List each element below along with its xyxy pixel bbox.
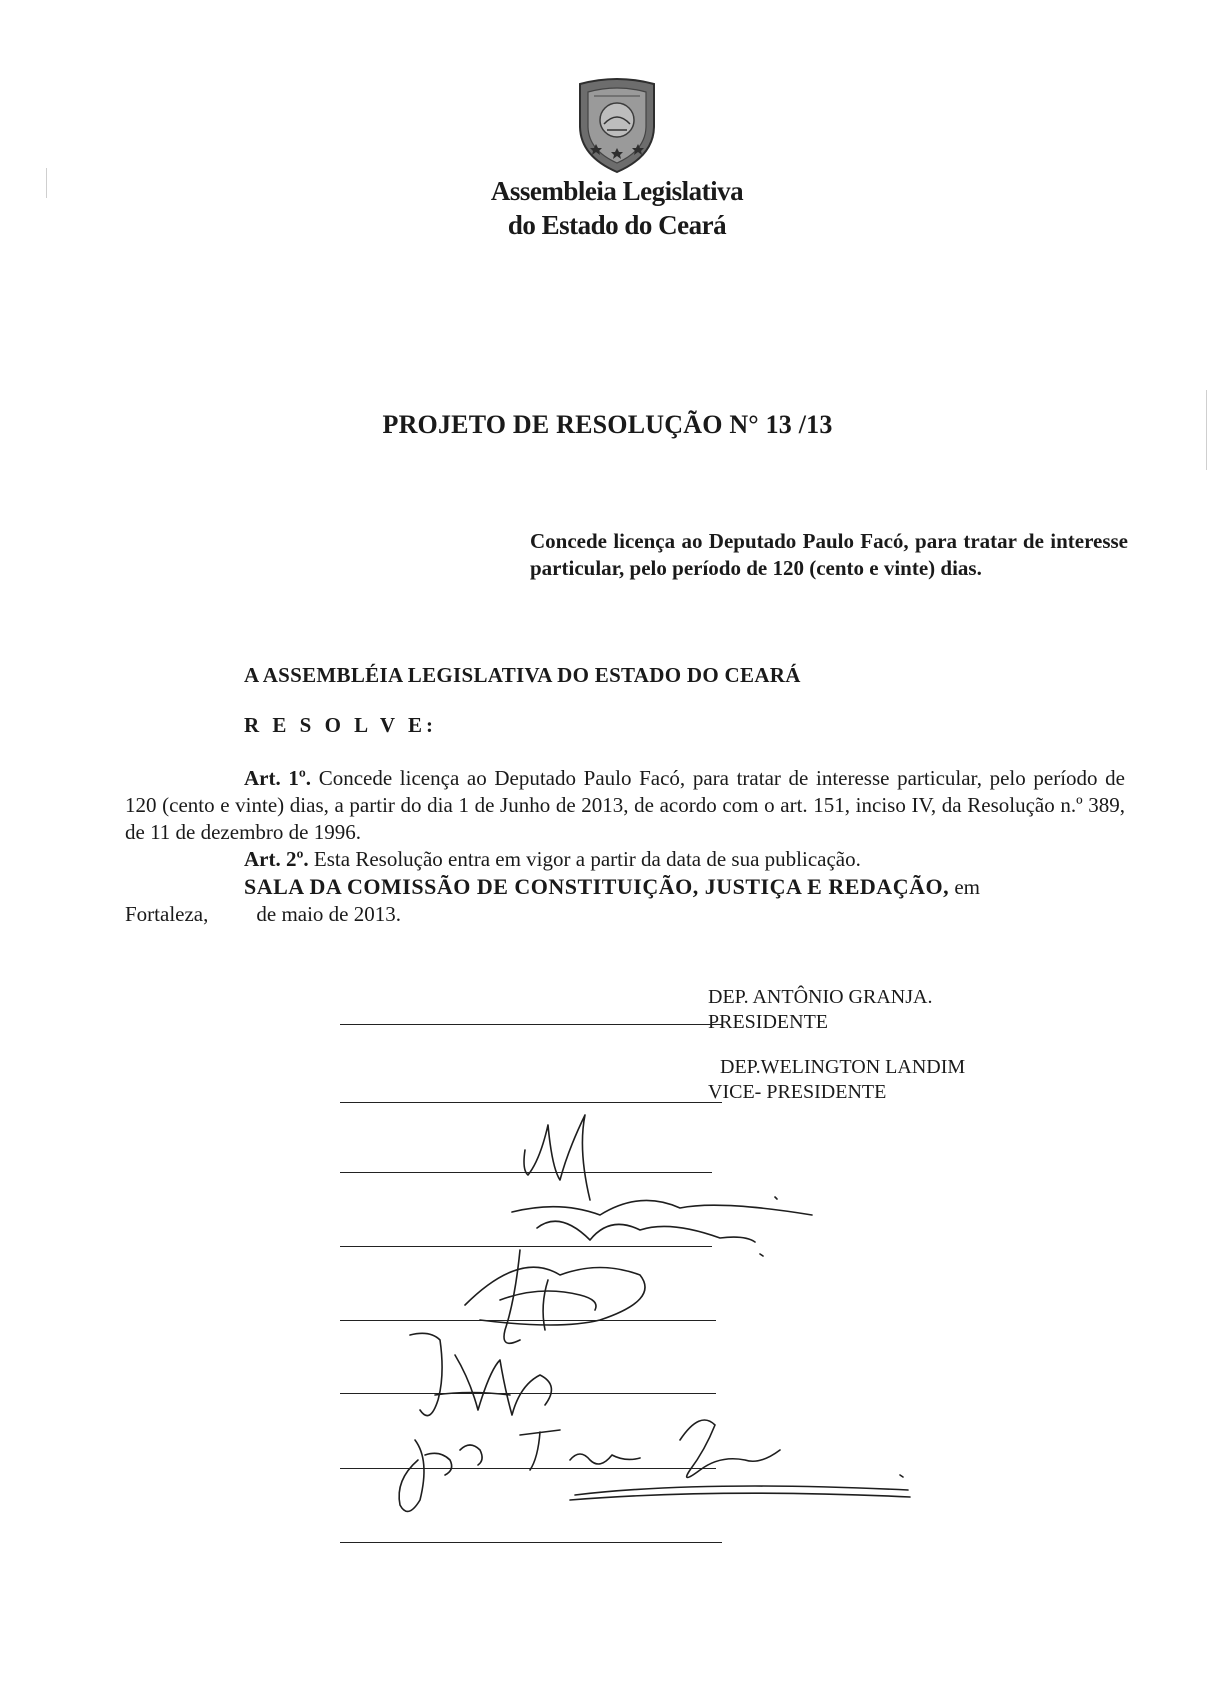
signatory-1-role: PRESIDENTE (708, 1011, 828, 1033)
article-1-text: Concede licença ao Deputado Paulo Facó, para tratar de interesse particular, pelo período de 120 (cento e vinte) dias, a partir do dia 1 de Junho de 2013, de acordo com o art. 151, inciso IV, da Resolução n.º 389, de 11 de dezembro de 1996. (125, 766, 1125, 844)
signature-line (340, 1468, 716, 1469)
article-1 (125, 765, 1125, 846)
article-2-text: Esta Resolução entra em vigor a partir da data de sua publicação. (308, 847, 861, 871)
document-title: PROJETO DE RESOLUÇÃO N° 13 /13 (382, 410, 833, 439)
letterhead (462, 74, 772, 242)
article-1-heading: Art. 1º. (244, 766, 312, 790)
org-name-line1: Assembleia Legislativa (490, 176, 744, 206)
closing-em: em (949, 875, 980, 899)
signature-line (340, 1320, 716, 1321)
closing-date: de maio de 2013. (256, 902, 402, 926)
signatory-2-name: DEP.WELINGTON LANDIM (720, 1056, 966, 1078)
signatory-2-caption (708, 1055, 966, 1105)
signatory-1-name: DEP. ANTÔNIO GRANJA. (708, 986, 933, 1008)
signature-line (340, 1024, 722, 1025)
signature-line (340, 1246, 712, 1247)
signature-line (340, 1542, 722, 1543)
signature-stroke (524, 1115, 590, 1200)
signature-line (340, 1393, 716, 1394)
state-seal-icon (574, 74, 660, 174)
scan-artifact (46, 168, 47, 198)
closing-date-line (125, 901, 1125, 928)
resolve-heading: R E S O L V E: (244, 713, 437, 737)
org-name-line2: do Estado do Ceará (507, 210, 727, 240)
commission-name: SALA DA COMISSÃO DE CONSTITUIÇÃO, JUSTIÇA E REDAÇÃO, (244, 874, 950, 899)
closing-statement (125, 873, 1125, 901)
signatory-1-caption (708, 985, 932, 1035)
document-body (125, 765, 1125, 928)
preamble: A ASSEMBLÉIA LEGISLATIVA DO ESTADO DO CEARÁ (244, 663, 801, 687)
article-2 (125, 846, 1125, 873)
signature-line (340, 1172, 712, 1173)
article-2-heading: Art. 2º. (244, 847, 309, 871)
signature-line (340, 1102, 722, 1103)
ementa: Concede licença ao Deputado Paulo Facó, para tratar de interesse particular, pelo período de 120 (cento e vinte) dias. (530, 529, 1128, 580)
closing-city: Fortaleza, (125, 902, 209, 926)
signatory-2-role: VICE- PRESIDENTE (708, 1081, 887, 1103)
